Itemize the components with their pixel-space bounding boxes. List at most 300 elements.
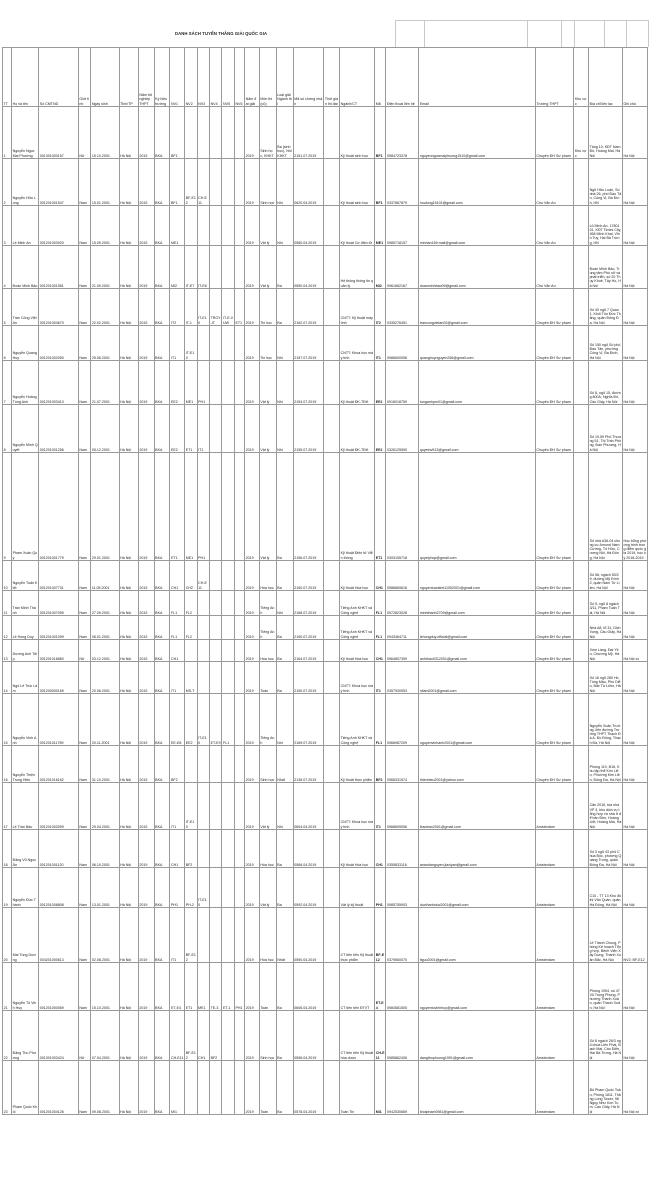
table-cell [324, 159, 340, 206]
table-cell: nguyentovinhhuy@gmail.com [419, 963, 536, 1011]
table-cell: Hà Nội [622, 662, 647, 694]
table-cell: BKA [154, 868, 170, 908]
table-cell [222, 561, 234, 591]
table-cell [185, 206, 197, 246]
table-cell [222, 206, 234, 246]
table-row [3, 1061, 648, 1115]
table-cell: minhan169.mail@gmail.com [419, 206, 536, 246]
grid-line [527, 20, 528, 47]
table-cell: Ngô Lê Trúc Lâm [12, 662, 39, 694]
table-cell: Hà Nội [119, 830, 138, 868]
table-cell: anhthao0312001@gmail.com [419, 640, 536, 662]
table-cell: BKA [154, 159, 170, 206]
table-cell: 2019 [245, 246, 260, 289]
table-cell: 12 [3, 616, 12, 640]
table-cell: Chuyên ĐH Sư phạm [535, 453, 573, 561]
table-cell: BKA [154, 616, 170, 640]
table-cell: CH1 [197, 1011, 209, 1061]
table-cell: Hà Nội [622, 206, 647, 246]
table-cell: 0968331574 [386, 746, 419, 783]
table-cell [209, 591, 221, 616]
table-cell: Số 8, ngõ 15, đường 800A, Nghĩa Đô, Cầu Giấy, Hà Nội [588, 361, 622, 405]
table-cell: Chuyên ĐH Sư phạm [535, 405, 573, 453]
table-cell: BF-E12 [375, 908, 386, 963]
table-cell [222, 107, 234, 159]
table-cell: FL1 [375, 694, 386, 746]
table-cell: Hà Nội [622, 591, 647, 616]
table-cell: Nam [78, 453, 90, 561]
table-cell: Ba [276, 868, 293, 908]
table-cell: 0986600056 [386, 326, 419, 361]
table-cell: 4 [3, 246, 12, 289]
table-cell [234, 361, 244, 405]
table-cell [197, 616, 209, 640]
table-cell: 07.04.2001 [91, 1011, 119, 1061]
table-cell: 001301003424 [39, 1011, 79, 1061]
table-cell [324, 908, 340, 963]
table-cell: 0986669616 [386, 561, 419, 591]
table-cell: Chuyên ĐH Sư phạm [535, 694, 573, 746]
table-cell: huulong15101@gmail.com [419, 159, 536, 206]
table-cell: ME1 [185, 453, 197, 561]
table-cell [324, 561, 340, 591]
table-cell: Lê Trần Bảo [12, 783, 39, 830]
table-cell [574, 1011, 589, 1061]
table-cell [574, 662, 589, 694]
column-header: Năm tốt nghiệp THPT [138, 48, 154, 107]
table-cell: Chuyên ĐH Sư phạm [535, 616, 573, 640]
table-cell: Vật lý [259, 783, 276, 830]
table-cell: 2019 [138, 868, 154, 908]
table-cell: 0379560070 [386, 908, 419, 963]
table-cell: 10 [3, 561, 12, 591]
table-cell [209, 908, 221, 963]
table-cell: Hà Nội [622, 830, 647, 868]
table-cell: Toán [259, 1061, 276, 1115]
table-cell: Hà Nội [119, 963, 138, 1011]
table-cell: ET1 [234, 289, 244, 326]
table-cell: Hà Nội [622, 246, 647, 289]
table-cell: 0596.04.2019 [293, 1011, 324, 1061]
table-cell: IT-E6 [197, 246, 209, 289]
table-cell: Nam [78, 361, 90, 405]
table-cell: Nguyễn Xuân Trường, liên đường Trường THPT Thạch Đà A, Đồ Động, Thạch Đà, Hà Nội [588, 694, 622, 746]
table-cell: Lô Minh An, 1780101, KĐT Times City, 458 Minh Khai, Vĩnh Tuy, Hai Bà Trưng, HN [588, 206, 622, 246]
table-cell [324, 289, 340, 326]
table-cell: IT-E10 [197, 289, 209, 326]
table-cell [324, 662, 340, 694]
table-cell: 8 [3, 405, 12, 453]
table-cell: 0966987209 [386, 694, 419, 746]
table-cell: 001201016860 [39, 640, 79, 662]
table-cell: BF1 [375, 107, 386, 159]
column-header: TT [3, 48, 12, 107]
table-cell: 2019 [245, 746, 260, 783]
table-cell: BF2 [209, 1011, 221, 1061]
table-cell: Amsterdam [535, 830, 573, 868]
table-cell: Hóa học [259, 830, 276, 868]
table-cell: 001200000169 [39, 662, 79, 694]
table-cell: ME1 [170, 206, 185, 246]
table-cell: ET1 [375, 453, 386, 561]
table-cell: Phòng 119, B16, Khu tập thể Kim Liên, Phường Kim Liên, Đống Đa, Hà Nội [588, 746, 622, 783]
table-cell: Hà Nội [119, 289, 138, 326]
table-cell [574, 783, 589, 830]
table-cell: 004201000613 [39, 908, 79, 963]
table-cell: BKA [154, 830, 170, 868]
table-cell: MI2 [375, 246, 386, 289]
table-cell: CNTT: Kỹ thuật máy tính [340, 289, 375, 326]
table-cell: CH-E11 [375, 1011, 386, 1061]
table-cell: CH-E11 [197, 159, 209, 206]
table-cell: IT1 [375, 662, 386, 694]
table-cell: Ba [276, 662, 293, 694]
table-cell: Hà Nội [119, 640, 138, 662]
table-cell: Số 16 ngõ 280 Hồ Tùng Mậu, Phú Diễn, Bắc Từ Liêm, Hà Nội [588, 662, 622, 694]
table-cell: 2 [3, 159, 12, 206]
table-cell: 16 [3, 746, 12, 783]
table-cell: 0578.04.2019 [293, 1061, 324, 1115]
table-cell: 15.01.2001 [91, 159, 119, 206]
table-cell [222, 783, 234, 830]
table-cell: EE2 [170, 405, 185, 453]
table-cell: PH1 [197, 361, 209, 405]
table-cell: Dương Anh Tiệp [12, 640, 39, 662]
table-cell: Vật lý [259, 405, 276, 453]
table-cell: Nữ [78, 107, 90, 159]
table-cell: FL1 [375, 616, 386, 640]
table-cell: Hà Nội xx [622, 1061, 647, 1115]
table-cell: 2151.07.2019 [293, 107, 324, 159]
grid-line [395, 20, 396, 47]
table-cell: 2019 [245, 694, 260, 746]
table-cell: tunganhpro01@gmail.com [419, 361, 536, 405]
table-cell [222, 326, 234, 361]
table-cell: Nữ [78, 640, 90, 662]
table-cell: BF1 [170, 107, 185, 159]
table-cell: Tin học [259, 326, 276, 361]
column-header: Ký hiệu trường [154, 48, 170, 107]
table-cell: Mai Tùng Dương [12, 908, 39, 963]
table-cell: CH2 [185, 561, 197, 591]
table-cell: 2019 [138, 963, 154, 1011]
table-cell: MI1 [375, 1061, 386, 1115]
table-cell: 14 [3, 662, 12, 694]
table-cell: 2019 [138, 591, 154, 616]
table-cell: Hà Nội [119, 746, 138, 783]
table-cell: Số 58, ngách 50/29, đường Mỹ Đình 2, quận Nam Từ Liêm, Hà Nội [588, 561, 622, 591]
table-cell: IT1 [375, 326, 386, 361]
empty-cells-top [395, 20, 648, 21]
table-cell [209, 662, 221, 694]
table-cell: 001201007055 [39, 591, 79, 616]
table-cell: 2019 [138, 783, 154, 830]
table-cell: ET-E4 [375, 963, 386, 1011]
table-cell: Đoàn Minh Bảo [12, 246, 39, 289]
column-header: Email [419, 48, 536, 107]
table-cell [222, 830, 234, 868]
table-cell: Hà Nội [622, 159, 647, 206]
table-cell [234, 107, 244, 159]
table-cell [574, 159, 589, 206]
table-cell: 2019 [138, 908, 154, 963]
table-cell: Nguyễn Đức Thành [12, 868, 39, 908]
table-cell: 29.04.2001 [91, 783, 119, 830]
table-cell: 2019 [245, 405, 260, 453]
table-cell [574, 206, 589, 246]
table-row [3, 289, 648, 326]
table-cell: Nam [78, 746, 90, 783]
table-cell: Toán Tin [340, 1061, 375, 1115]
table-cell [324, 405, 340, 453]
table-cell: EE2 [375, 361, 386, 405]
table-cell: 0606.04.2019 [293, 963, 324, 1011]
table-cell: IT1 [170, 908, 185, 963]
table-cell: Ba [276, 246, 293, 289]
table-cell: 27.09.2001 [91, 591, 119, 616]
table-cell [209, 1061, 221, 1115]
table-cell: 09.08.2001 [91, 1061, 119, 1115]
table-cell [234, 694, 244, 746]
table-cell: BKA [154, 405, 170, 453]
table-cell [197, 908, 209, 963]
table-cell: ET-E9 [209, 694, 221, 746]
table-cell: MS-T [185, 662, 197, 694]
table-row [3, 694, 648, 746]
table-cell: Căn 2016, tòa nhà VP 3, khu dịch vụ tổng hợp và nhà ở để bán Đền, Hoàng Liệt, Hoàng Mai, Hà Nội [588, 783, 622, 830]
table-cell [574, 361, 589, 405]
table-cell: BF2 [375, 746, 386, 783]
column-header: NV1 [170, 48, 185, 107]
table-cell: 2164.07.2019 [293, 640, 324, 662]
table-cell: Phạm Quốc Khôi [12, 1061, 39, 1115]
table-cell: 2150.07.2019 [293, 561, 324, 591]
table-cell: 2019 [138, 694, 154, 746]
table-cell: Hà Nội [119, 868, 138, 908]
table-cell: CH1 [375, 640, 386, 662]
table-cell: Hà Nội [622, 783, 647, 830]
table-cell: 0355833116 [386, 830, 419, 868]
table-row [3, 405, 648, 453]
table-cell: Hà Nội [119, 591, 138, 616]
table-cell: Amsterdam [535, 1011, 573, 1061]
table-cell: 0916018759 [386, 361, 419, 405]
table-cell: Kỹ thuật Cơ điện tử [340, 206, 375, 246]
table-cell: Hà Nội [622, 326, 647, 361]
table-cell: Hà Nội [119, 206, 138, 246]
table-cell: Sinh học [259, 1011, 276, 1061]
table-cell: 21.09.2001 [91, 246, 119, 289]
table-cell: 2019 [138, 206, 154, 246]
table-row [3, 830, 648, 868]
table-cell: Nguyễn Hoàng Tùng Anh [12, 361, 39, 405]
table-cell: 2019 [245, 289, 260, 326]
table-cell: 2019 [138, 662, 154, 694]
table-cell: 0620.04.2019 [293, 159, 324, 206]
column-header: Họ và tên [12, 48, 39, 107]
table-cell: IT1 [170, 662, 185, 694]
table-header [3, 48, 648, 107]
table-cell: 001301000157 [39, 107, 79, 159]
table-cell: 2019 [245, 107, 260, 159]
column-header: NV4 [209, 48, 221, 107]
table-cell: BKA [154, 246, 170, 289]
column-header: Khu vực [574, 48, 589, 107]
table-cell: 20.11.2001 [91, 694, 119, 746]
table-cell [324, 616, 340, 640]
table-cell: 2190.07.2019 [293, 616, 324, 640]
table-cell: 0560.04.2019 [293, 206, 324, 246]
table-cell [574, 868, 589, 908]
table-cell [209, 159, 221, 206]
table-cell: 0943464711 [386, 616, 419, 640]
table-cell: Nam [78, 1061, 90, 1115]
column-header: NV3 [197, 48, 209, 107]
table-cell [234, 640, 244, 662]
table-cell: BKA [154, 1061, 170, 1115]
table-cell: 2019 [138, 361, 154, 405]
table-cell: Hà Nội [622, 694, 647, 746]
table-cell: EE2 [185, 694, 197, 746]
table-cell: ET1 [185, 405, 197, 453]
table-cell: CH1 [170, 640, 185, 662]
table-cell: Ba (sinh học), Nhì KHKT [276, 107, 293, 159]
table-cell: Amsterdam [535, 783, 573, 830]
table-cell: thienhieu2001@yahoo.com [419, 746, 536, 783]
table-cell: Hà Nội [622, 868, 647, 908]
table-cell: Nguyễn Vinh Anh [12, 694, 39, 746]
table-cell: Chuyên ĐH Sư phạm [535, 326, 573, 361]
table-cell: 2157.07.2019 [293, 326, 324, 361]
table-cell: TE-3 [209, 963, 221, 1011]
table-cell: Sinh học, KHKT [259, 107, 276, 159]
table-cell: NV2: BF-E12 [622, 908, 647, 963]
table-cell: 2019 [245, 963, 260, 1011]
table-cell [234, 616, 244, 640]
table-cell: 001201007731 [39, 561, 79, 591]
table-cell [574, 616, 589, 640]
table-cell: 001201001256 [39, 405, 79, 453]
table-cell: Ba [276, 289, 293, 326]
table-cell: Nam [78, 694, 90, 746]
table-cell [324, 963, 340, 1011]
table-cell [197, 830, 209, 868]
table-cell: Toán [259, 963, 276, 1011]
table-cell [209, 453, 221, 561]
table-cell: 2155.07.2019 [293, 405, 324, 453]
column-header: NV5 [222, 48, 234, 107]
table-cell: 0393155718 [386, 453, 419, 561]
table-cell: 2019 [245, 1011, 260, 1061]
table-cell: 0968699056 [386, 783, 419, 830]
table-cell [324, 1011, 340, 1061]
table-cell: ME1 [197, 963, 209, 1011]
table-cell: Nam [78, 561, 90, 591]
table-cell [234, 783, 244, 830]
table-cell: CNTT: Khoa học máy tính [340, 326, 375, 361]
table-cell: CNTT: Khoa học máy tính [340, 662, 375, 694]
table-cell: 29.01.2001 [91, 453, 119, 561]
table-cell: Tin học [259, 289, 276, 326]
table-cell: Tiếng Anh KHKT và Công nghệ [340, 694, 375, 746]
column-header: Địa chỉ liên lạc [588, 48, 622, 107]
table-cell: 2019 [245, 1061, 260, 1115]
table-cell: C10 - TT 13 Khu đô thị Văn Quán, quận Hà Đông, Hà Nội [588, 868, 622, 908]
column-header: Mã [375, 48, 386, 107]
table-cell: Amsterdam [535, 868, 573, 908]
table-cell: lehongduy.official@gmail.com [419, 616, 536, 640]
table-cell: Nguyễn Tô Vinh Huy [12, 963, 39, 1011]
table-cell: 13 [3, 640, 12, 662]
column-header: Môn thi (cũ) [259, 48, 276, 107]
table-cell [574, 963, 589, 1011]
column-header: Năm đạt giải [245, 48, 260, 107]
table-cell: Ngõ Hữu Luận, Số nhà 26, phố Đào Tấn, Cống Vị, Ba Đình, HN [588, 159, 622, 206]
table-cell: Ba [276, 616, 293, 640]
table-cell: Kỹ thuật Hóa học [340, 640, 375, 662]
table-cell: Vật lý kỹ thuật [340, 868, 375, 908]
table-cell [574, 405, 589, 453]
table-cell: Ba [276, 963, 293, 1011]
table-cell: 05.12.2001 [91, 405, 119, 453]
table-cell [324, 746, 340, 783]
table-cell [574, 640, 589, 662]
table-cell: IT-E7 [185, 246, 197, 289]
sheet-title: DANH SÁCH TUYỂN THẲNG GIẢI QUỐC GIA [175, 31, 268, 36]
column-header: Tỉnh/TP [119, 48, 138, 107]
table-cell: 001201001551 [39, 246, 79, 289]
table-cell: 0357930953 [386, 662, 419, 694]
table-cell: Hóa học [259, 640, 276, 662]
table-cell: 0961662167 [386, 246, 419, 289]
table-cell: 11 [3, 591, 12, 616]
table-cell: 13.01.2001 [91, 868, 119, 908]
table-cell: 0335276451 [386, 289, 419, 326]
table-cell: IT2 [375, 289, 386, 326]
table-cell [222, 908, 234, 963]
table-cell: Chuyên ĐH Sư phạm [535, 662, 573, 694]
table-cell: Nhì [276, 159, 293, 206]
table-cell: FL1 [170, 616, 185, 640]
table-cell: 2019 [245, 640, 260, 662]
table-cell [197, 591, 209, 616]
table-cell [222, 1061, 234, 1115]
table-cell: 15.10.2001 [91, 107, 119, 159]
table-cell: IT1 [170, 326, 185, 361]
table-row [3, 453, 648, 561]
table-cell [324, 830, 340, 868]
table-cell [209, 246, 221, 289]
table-cell: Hà Nội [119, 405, 138, 453]
table-cell: BKA [154, 746, 170, 783]
table-cell: Nam [78, 616, 90, 640]
table-cell: Tiếng Anh [259, 694, 276, 746]
table-cell [197, 783, 209, 830]
table-cell: Hà Nội [119, 107, 138, 159]
table-cell: 0985862406 [386, 1011, 419, 1061]
table-cell: quyetnv513@gmail.com [419, 405, 536, 453]
table-cell: BKA [154, 206, 170, 246]
table-cell: Hà Nội [622, 405, 647, 453]
table-cell [209, 746, 221, 783]
table-cell: CH-E11 [170, 1011, 185, 1061]
table-cell: ET-1 [222, 963, 234, 1011]
table-cell [234, 662, 244, 694]
table-cell: Kỹ thuật ĐK-TĐH [340, 405, 375, 453]
table-cell [574, 591, 589, 616]
table-cell: 2019 [245, 783, 260, 830]
table-cell: Số nhà A36-04 chung cư Amond Nam Cường, Tố Hữu, Cương Nội, Hà Đông, Hà Nội [588, 453, 622, 561]
